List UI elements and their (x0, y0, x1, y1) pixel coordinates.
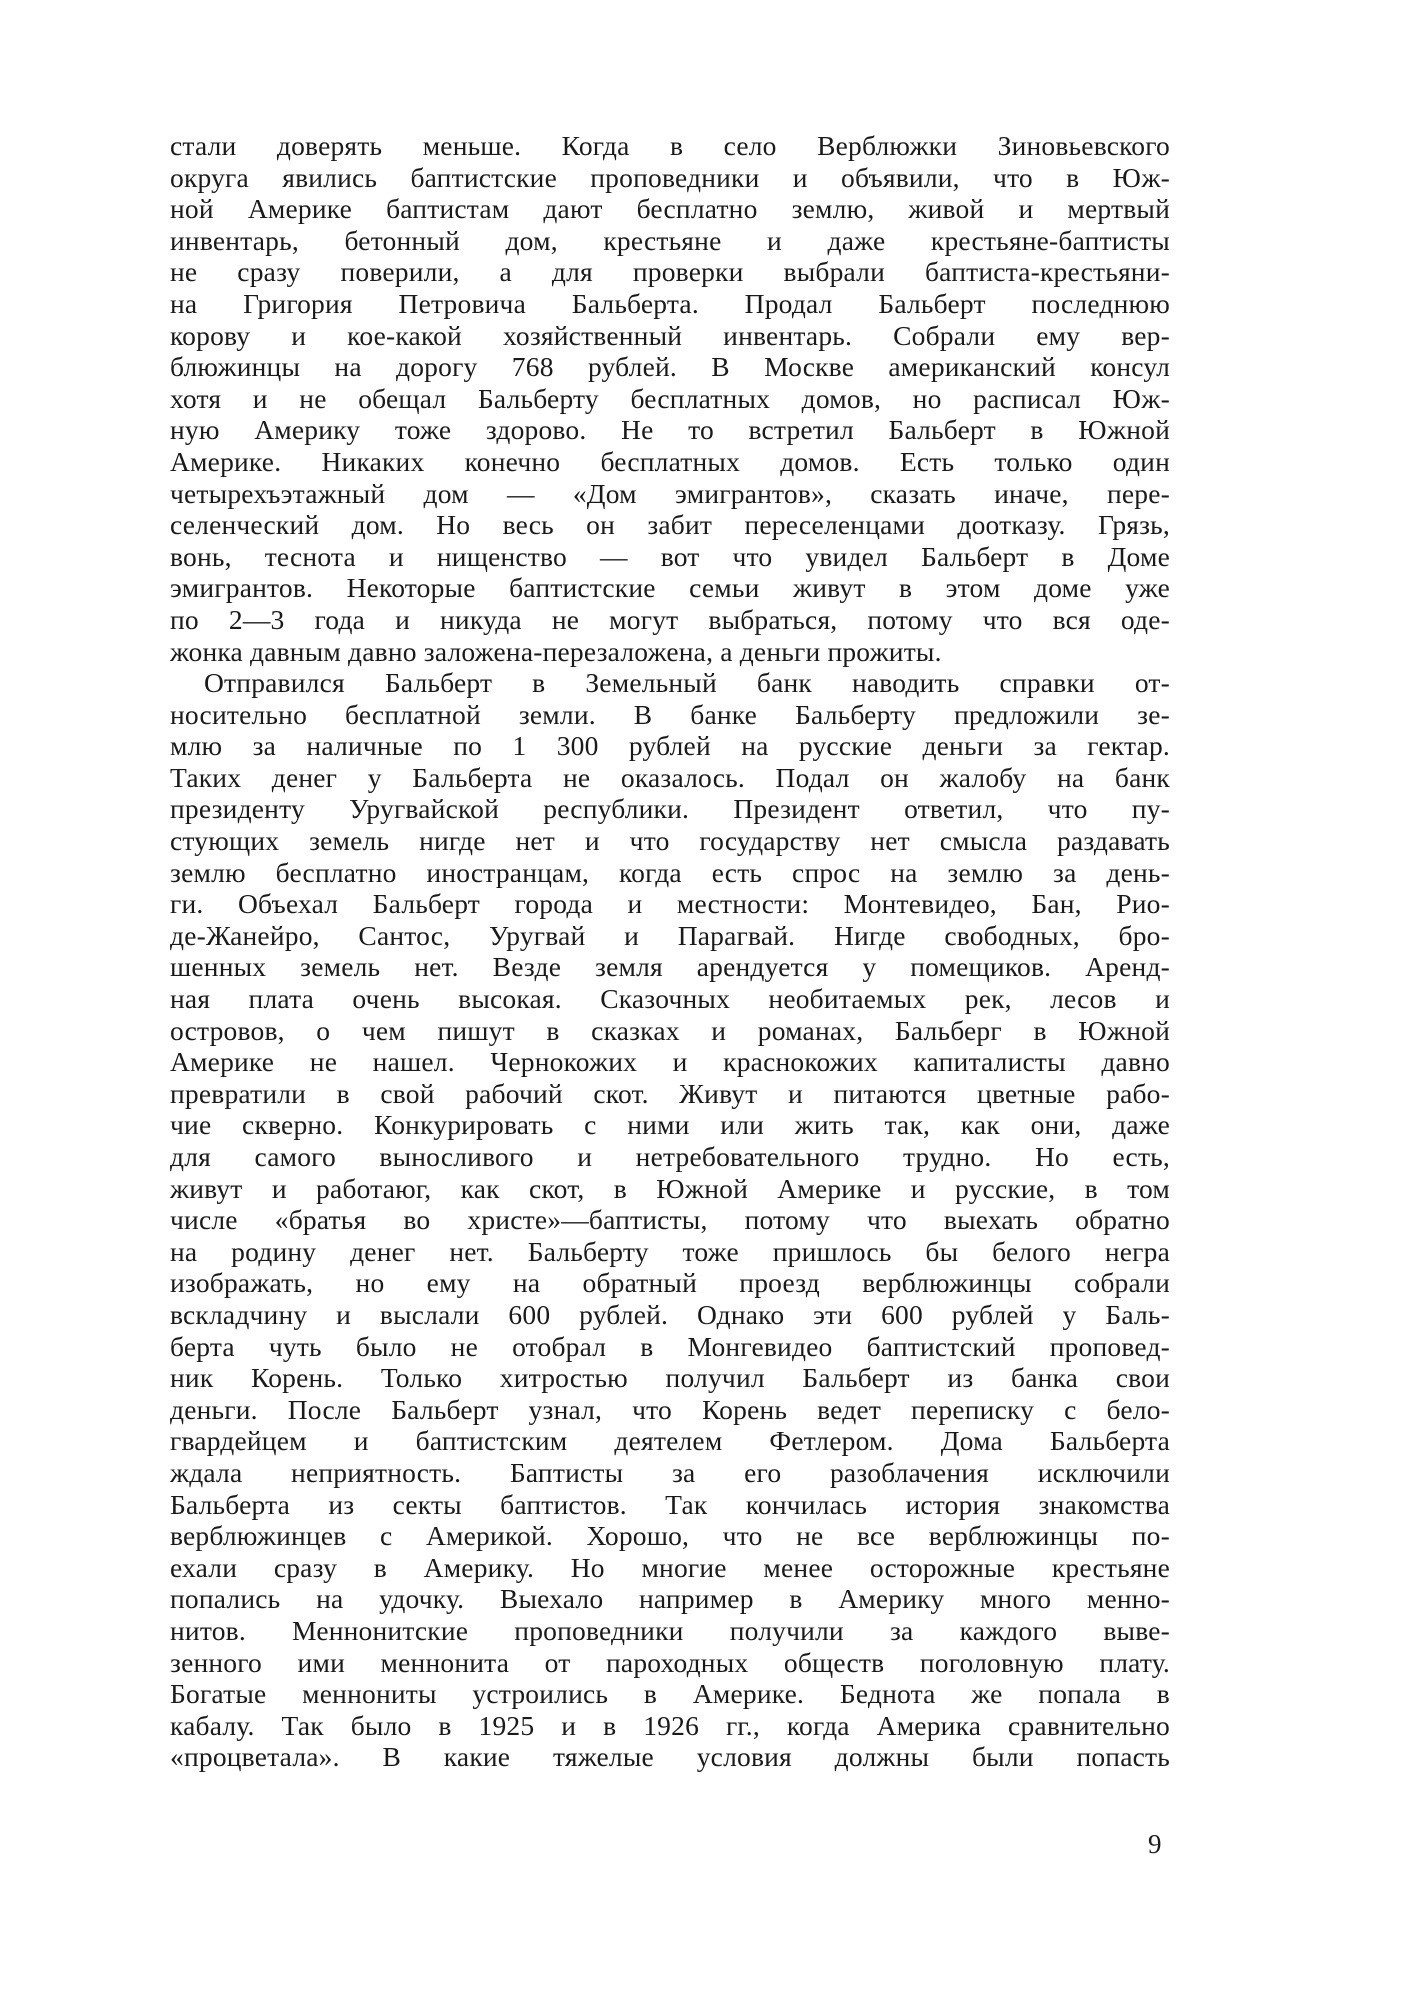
text-line: стующих земель нигде нет и что государству нет смысла раздавать (170, 825, 1170, 857)
text-line: по 2—3 года и никуда не могут выбраться, потому что вся оде- (170, 603, 1170, 635)
text-line: де-Жанейро, Сантос, Уругвай и Парагвай. Нигде свободных, бро- (170, 919, 1170, 951)
text-line: Америке. Никаких конечно бесплатных домов. Есть только один (170, 445, 1170, 477)
text-line: на Григория Петровича Бальберта. Продал Бальберт последнюю (170, 287, 1170, 319)
text-line: президенту Уругвайской республики. Президент ответил, что пу- (170, 793, 1170, 825)
text-line: «процветала». В какие тяжелые условия должны были попасть (170, 1741, 1170, 1773)
text-line: шенных земель нет. Везде земля арендуется у помещиков. Аренд- (170, 951, 1170, 983)
text-line: не сразу поверили, а для проверки выбрали баптиста-крестьяни- (170, 256, 1170, 288)
text-line: ная плата очень высокая. Сказочных необитаемых рек, лесов и (170, 983, 1170, 1015)
text-line: млю за наличные по 1 300 рублей на русские деньги за гектар. (170, 730, 1170, 762)
text-line: округа явились баптистские проповедники и объявили, что в Юж- (170, 161, 1170, 193)
text-line: ждала неприятность. Баптисты за его разоблачения исключили (170, 1456, 1170, 1488)
text-line: изображать, но ему на обратный проезд верблюжинцы собрали (170, 1267, 1170, 1299)
text-line: ехали сразу в Америку. Но многие менее осторожные крестьяне (170, 1551, 1170, 1583)
text-line: островов, о чем пишут в сказках и романах, Бальберг в Южной (170, 1014, 1170, 1046)
text-line: ной Америке баптистам дают бесплатно землю, живой и мертвый (170, 193, 1170, 225)
text-line: Богатые меннониты устроились в Америке. Беднота же попала в (170, 1678, 1170, 1710)
text-line: попались на удочку. Выехало например в Америку много менно- (170, 1583, 1170, 1615)
text-line: стали доверять меньше. Когда в село Верблюжки Зиновьевского (170, 130, 1170, 161)
text-line: превратили в свой рабочий скот. Живут и питаются цветные рабо- (170, 1077, 1170, 1109)
text-line: хотя и не обещал Бальберту бесплатных домов, но расписал Юж- (170, 382, 1170, 414)
text-line: ги. Объехал Бальберт города и местности: Монтевидео, Бан, Рио- (170, 888, 1170, 920)
text-line: корову и кое-какой хозяйственный инвентарь. Собрали ему вер- (170, 319, 1170, 351)
text-line: зенного ими меннонита от пароходных обществ поголовную плату. (170, 1646, 1170, 1678)
page-text (170, 130, 1170, 1773)
text-line: вскладчину и выслали 600 рублей. Однако эти 600 рублей у Баль- (170, 1298, 1170, 1330)
text-line: чие скверно. Конкурировать с ними или жить так, как они, даже (170, 1109, 1170, 1141)
text-line: землю бесплатно иностранцам, когда есть спрос на землю за день- (170, 856, 1170, 888)
page-number: 9 (1148, 1829, 1162, 1859)
text-line: гвардейцем и баптистским деятелем Фетлером. Дома Бальберта (170, 1425, 1170, 1457)
text-line: ную Америку тоже здорово. Не то встретил Бальберт в Южной (170, 414, 1170, 446)
text-line: на родину денег нет. Бальберту тоже пришлось бы белого негра (170, 1235, 1170, 1267)
text-line: эмигрантов. Некоторые баптистские семьи живут в этом доме уже (170, 572, 1170, 604)
text-line: четырехъэтажный дом — «Дом эмигрантов», сказать иначе, пере- (170, 477, 1170, 509)
text-line: селенческий дом. Но весь он забит переселенцами доотказу. Грязь, (170, 509, 1170, 541)
text-line: числе «братья во христе»—баптисты, потому что выехать обратно (170, 1204, 1170, 1236)
text-line: нитов. Меннонитские проповедники получили за каждого выве- (170, 1614, 1170, 1646)
text-line: Таких денег у Бальберта не оказалось. Подал он жалобу на банк (170, 761, 1170, 793)
paragraph-end-line: жонка давным давно заложена-перезаложена, а деньги прожиты. (170, 635, 942, 667)
text-line: инвентарь, бетонный дом, крестьяне и даже крестьяне-баптисты (170, 224, 1170, 256)
text-line: кабалу. Так было в 1925 и в 1926 гг., когда Америка сравнительно (170, 1709, 1170, 1741)
text-line: для самого выносливого и нетребовательного трудно. Но есть, (170, 1141, 1170, 1172)
paragraph-start-line: Отправился Бальберт в Земельный банк наводить справки от- (204, 667, 1170, 699)
text-line: живут и работаюг, как скот, в Южной Америке и русские, в том (170, 1172, 1170, 1204)
text-line: берта чуть было не отобрал в Монгевидео баптистский проповед- (170, 1330, 1170, 1362)
text-line: носительно бесплатной земли. В банке Бальберту предложили зе- (170, 698, 1170, 730)
text-line: Бальберта из секты баптистов. Так кончилась история знакомства (170, 1488, 1170, 1520)
text-line: верблюжинцев с Америкой. Хорошо, что не все верблюжинцы по- (170, 1520, 1170, 1552)
text-line: ник Корень. Только хитростью получил Бальберт из банка свои (170, 1362, 1170, 1394)
text-line: вонь, теснота и нищенство — вот что увидел Бальберт в Доме (170, 540, 1170, 572)
text-line: блюжинцы на дорогу 768 рублей. В Москве американский консул (170, 351, 1170, 383)
text-line: деньги. После Бальберт узнал, что Корень ведет переписку с бело- (170, 1393, 1170, 1425)
text-line: Америке не нашел. Чернокожих и краснокожих капиталисты давно (170, 1046, 1170, 1078)
